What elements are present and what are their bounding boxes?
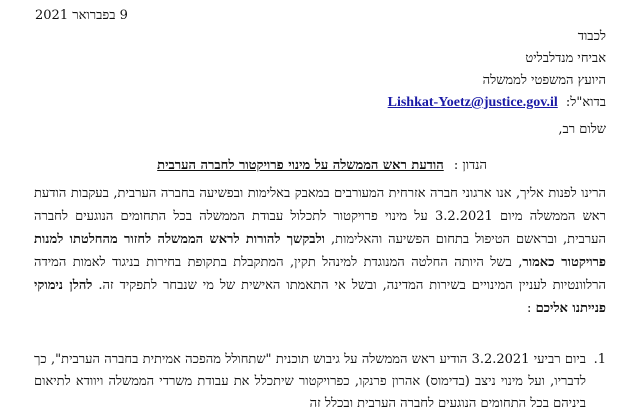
list-item-number: 1. xyxy=(593,352,606,367)
body-request-bold: ולבקשך להורות לראש הממשלה לחזור מהחלטתו למנות פרויקטור כאמור xyxy=(34,232,607,270)
subject-text: הודעת ראש הממשלה על מינוי פרויקטור לחברה הערבית xyxy=(157,158,444,173)
address-line-name: אביחי מנדלבליט xyxy=(525,51,606,66)
letter-date: 9 בפברואר 2021 xyxy=(35,8,128,23)
body-text-1: הרינו לפנות אליך, אנו ארגוני חברה אזרחית המעורבים במאבק באלימות ובפשיעה בחברה הערבית, בעקבות הודעת ראש הממשלה מיום 3.2.2021 על מינוי פרויקטור לתכלול עבודת הממשלה בכל התחומים הנוגעים לחברה הערבית, ובראשם הטיפול בתחום הפשיעה והאלימות, xyxy=(34,186,607,247)
body-paragraph xyxy=(34,182,606,320)
email-link[interactable]: Lishkat-Yoetz@justice.gov.il xyxy=(387,95,558,110)
subject-ref-label: הנדון : xyxy=(453,158,487,173)
address-line-title: היועץ המשפטי לממשלה xyxy=(482,73,606,88)
list-item-text: ביום רביעי 3.2.2021 הודיע ראש הממשלה על גיבוש תוכנית "שתחולל מהפכה אמיתית בחברה הערבית", כך לדבריו, ועל מינוי ניצב (בדימוס) אהרון פרנקו, כפרויקטור שיתכלל את עבודת משרדי הממשלה ויוודא לתיאום ביניהם בכל התחומים הנוגעים לחברה הערבית ובכלל זה xyxy=(34,352,586,411)
address-line-salutation: לכבוד xyxy=(577,29,606,44)
address-line-email xyxy=(388,95,606,111)
email-label: בדוא"ל: xyxy=(565,95,606,110)
body-reasons-bold: להלן נימוקי פנייתנו אליכם xyxy=(34,278,606,316)
subject-line xyxy=(157,158,487,174)
body-text-3: : xyxy=(527,301,532,316)
greeting: שלום רב, xyxy=(558,122,606,137)
list-item xyxy=(34,349,606,415)
body-text-2: , בשל היותה החלטה המנוגדת למינהל תקין, המתקבלת בתקופת בחירות בניגוד לאמות המידה הרלוונטיות לעניין המינויים בשירות המדינה, ובשל אי התאמתו האישית של מי שנבחר לתפקיד זה. xyxy=(34,255,606,293)
